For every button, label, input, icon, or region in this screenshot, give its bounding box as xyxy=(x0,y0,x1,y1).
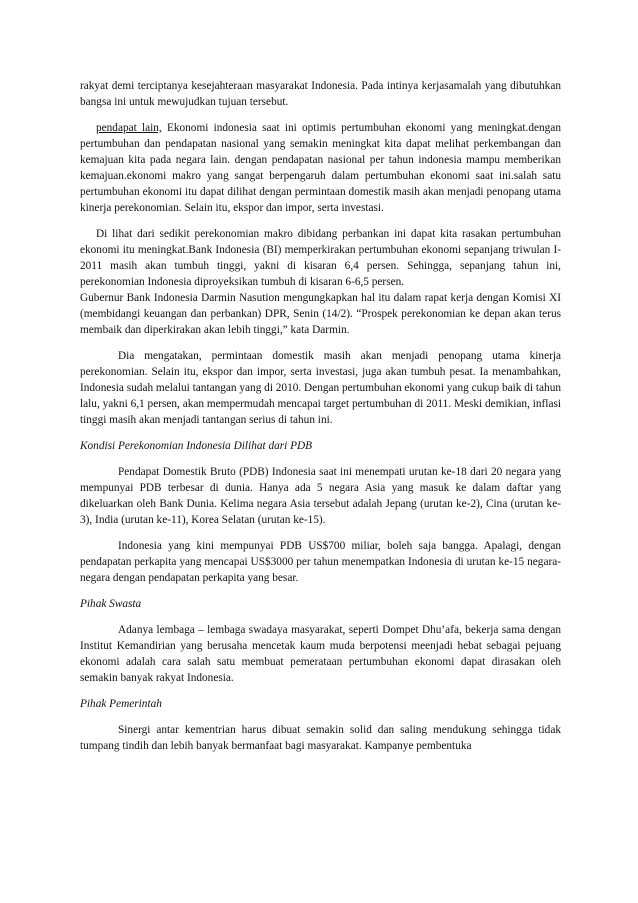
document-page xyxy=(80,78,561,764)
section-heading-pemerintah: Pihak Pemerintah xyxy=(80,698,162,710)
paragraph-swasta: Adanya lembaga – lembaga swadaya masyarakat, seperti Dompet Dhu’afa, bekerja sama dengan Institut Kemandirian yang berusaha mencetak kaum muda berpotensi meenjadi hebat sebagai pejuang ekonomi adalah cara salah satu membuat pemerataan pertumbuhan ekonomi dapat dirasakan oleh semakin banyak rakyat Indonesia. xyxy=(80,624,561,684)
section-heading-swasta: Pihak Swasta xyxy=(80,598,142,610)
section-heading-pdb: Kondisi Perekonomian Indonesia Dilihat dari PDB xyxy=(80,440,313,452)
paragraph-gubernur: Gubernur Bank Indonesia Darmin Nasution mengungkapkan hal itu dalam rapat kerja dengan Komisi XI (membidangi keuangan dan perbankan) DPR, Senin (14/2). “Prospek perekonomian ke depan akan terus membaik dan diperkirakan akan lebih tinggi,” kata Darmin. xyxy=(80,292,561,336)
paragraph-intro: rakyat demi terciptanya kesejahteraan masyarakat Indonesia. Pada intinya kerjasamalah yang dibutuhkan bangsa ini untuk mewujudkan tujuan tersebut. xyxy=(80,80,561,108)
paragraph-permintaan-domestik: Dia mengatakan, permintaan domestik masih akan menjadi penopang utama kinerja perekonomian. Selain itu, ekspor dan impor, serta investasi, juga akan tumbuh pesat. Ia menambahkan, Indonesia sudah melalui tantangan yang di 2010. Dengan pertumbuhan ekonomi yang cukup baik di tahun lalu, yakni 6,1 persen, akan mempermudah mencapai target pertumbuhan di 2011. Meski demikian, inflasi tinggi masih akan menjadi tantangan serius di tahun ini. xyxy=(80,350,561,426)
paragraph-pdb-value: Indonesia yang kini mempunyai PDB US$700 miliar, boleh saja bangga. Apalagi, dengan pendapatan perkapita yang mencapai US$3000 per tahun menempatkan Indonesia di urutan ke-15 negara-negara dengan pendapatan perkapita yang besar. xyxy=(80,540,561,584)
paragraph-perbankan: Di lihat dari sedikit perekonomian makro dibidang perbankan ini dapat kita rasakan pertumbuhan ekonomi itu meningkat.Bank Indonesia (BI) memperkirakan pertumbuhan ekonomi sepanjang triwulan I-2011 masih akan tumbuh tinggi, yakni di kisaran 6,4 persen. Sehingga, sepanjang tahun ini, perekonomian Indonesia diproyeksikan tumbuh di kisaran 6-6,5 persen. xyxy=(80,228,561,288)
paragraph-pdb-ranking: Pendapat Domestik Bruto (PDB) Indonesia saat ini menempati urutan ke-18 dari 20 negara yang mempunyai PDB terbesar di dunia. Hanya ada 5 negara Asia yang masuk ke dalam daftar yang dikeluarkan oleh Bank Dunia. Kelima negara Asia tersebut adalah Jepang (urutan ke-2), Cina (urutan ke-3), India (urutan ke-11), Korea Selatan (urutan ke-15). xyxy=(80,466,561,526)
paragraph-pemerintah: Sinergi antar kementrian harus dibuat semakin solid dan saling mendukung sehingga tidak tumpang tindih dan lebih banyak bermanfaat bagi masyarakat. Kampanye pembentuka xyxy=(80,724,561,752)
paragraph-pendapat-lain xyxy=(80,120,561,216)
paragraph-text: Ekonomi indonesia saat ini optimis pertumbuhan ekonomi yang meningkat.dengan pertumbuhan dan pendapatan nasional yang semakin meningkat kita dapat melihat perkembangan dan kemajuan kita pada negara lain. dengan pendapatan nasional per tahun indonesia mampu memberikan kemajuan.ekonomi makro yang sangat berpengaruh dalam pertumbuhan ekonomi saat ini.salah satu pertumbuhan ekonomi itu dapat dilihat dengan permintaan domestik masih akan menjadi penopang utama kinerja perekonomian. Selain itu, ekspor dan impor, serta investasi. xyxy=(80,122,561,214)
underlined-phrase: pendapat lain, xyxy=(96,122,162,134)
